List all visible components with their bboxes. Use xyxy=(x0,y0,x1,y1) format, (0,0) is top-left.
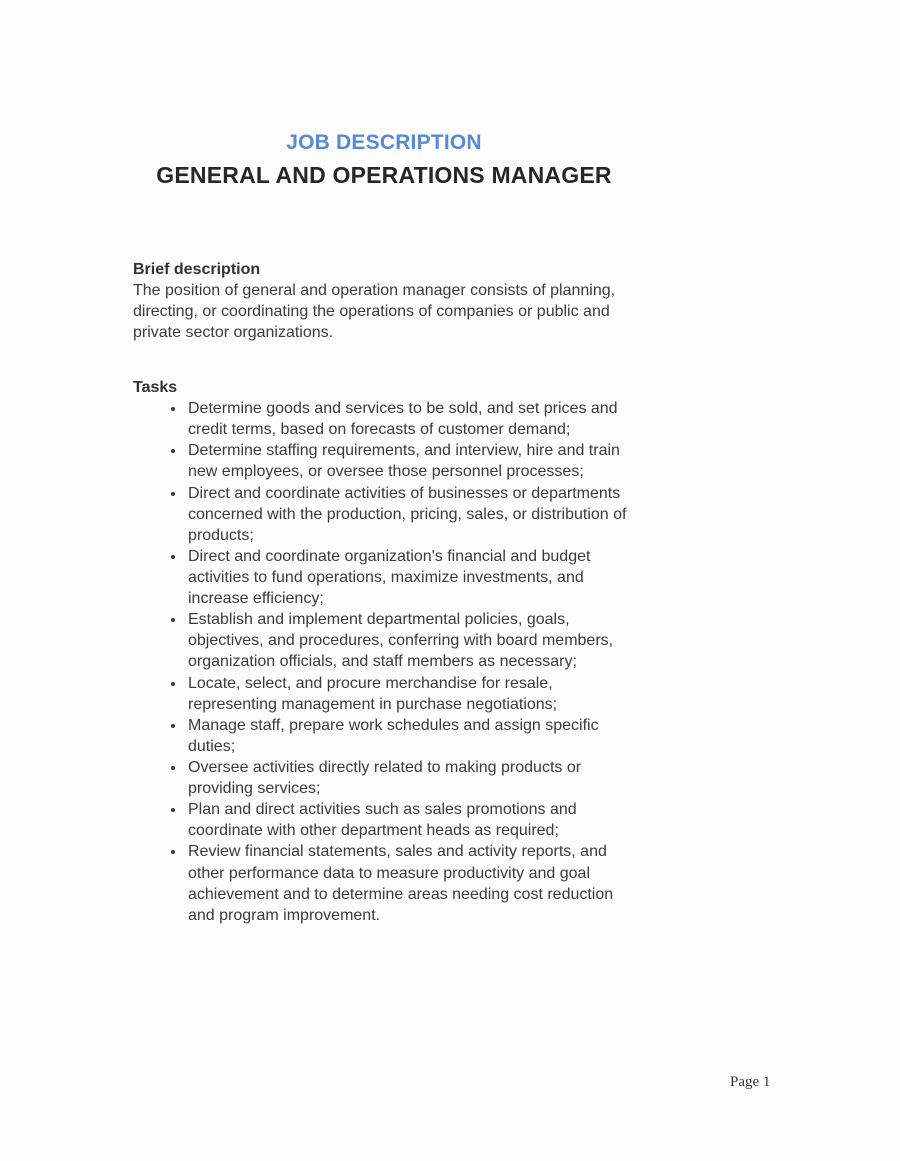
tasks-heading: Tasks xyxy=(133,379,178,397)
brief-description-text: The position of general and operation manager consists of planning, directing, or coordinating the operations of companies or public and private sector organizations. xyxy=(133,281,616,341)
task-list-item: • Manage staff, prepare work schedules and assign specific duties; xyxy=(186,715,635,757)
task-list-item: • Locate, select, and procure merchandise for resale, representing management in purchase negotiations; xyxy=(186,673,635,715)
task-list-item: • Review financial statements, sales and activity reports, and other performance data to measure productivity and goal achievement and to determine areas needing cost reduction and program improvement. xyxy=(186,841,635,925)
document-content xyxy=(133,0,635,926)
document-header xyxy=(133,0,635,189)
task-list-item: • Direct and coordinate activities of businesses or departments concerned with the production, pricing, sales, or distribution of products; xyxy=(186,483,635,546)
task-list-item: • Determine goods and services to be sold, and set prices and credit terms, based on forecasts of customer demand; xyxy=(186,398,635,440)
task-list-item: • Determine staffing requirements, and interview, hire and train new employees, or oversee those personnel processes; xyxy=(186,440,635,482)
task-list-item: • Direct and coordinate organization's financial and budget activities to fund operations, maximize investments, and increase efficiency; xyxy=(186,546,635,609)
task-list-item: • Oversee activities directly related to making products or providing services; xyxy=(186,757,635,799)
document-subtitle: JOB DESCRIPTION xyxy=(286,131,482,154)
task-list-item: • Establish and implement departmental policies, goals, objectives, and procedures, conferring with board members, organization officials, and staff members as necessary; xyxy=(186,609,635,672)
brief-description-heading: Brief description xyxy=(133,260,261,278)
tasks-list xyxy=(133,398,635,926)
document-title: GENERAL AND OPERATIONS MANAGER xyxy=(156,162,612,189)
page-number-label: Page 1 xyxy=(730,1074,771,1090)
task-list-item: • Plan and direct activities such as sales promotions and coordinate with other department heads as required; xyxy=(186,799,635,841)
